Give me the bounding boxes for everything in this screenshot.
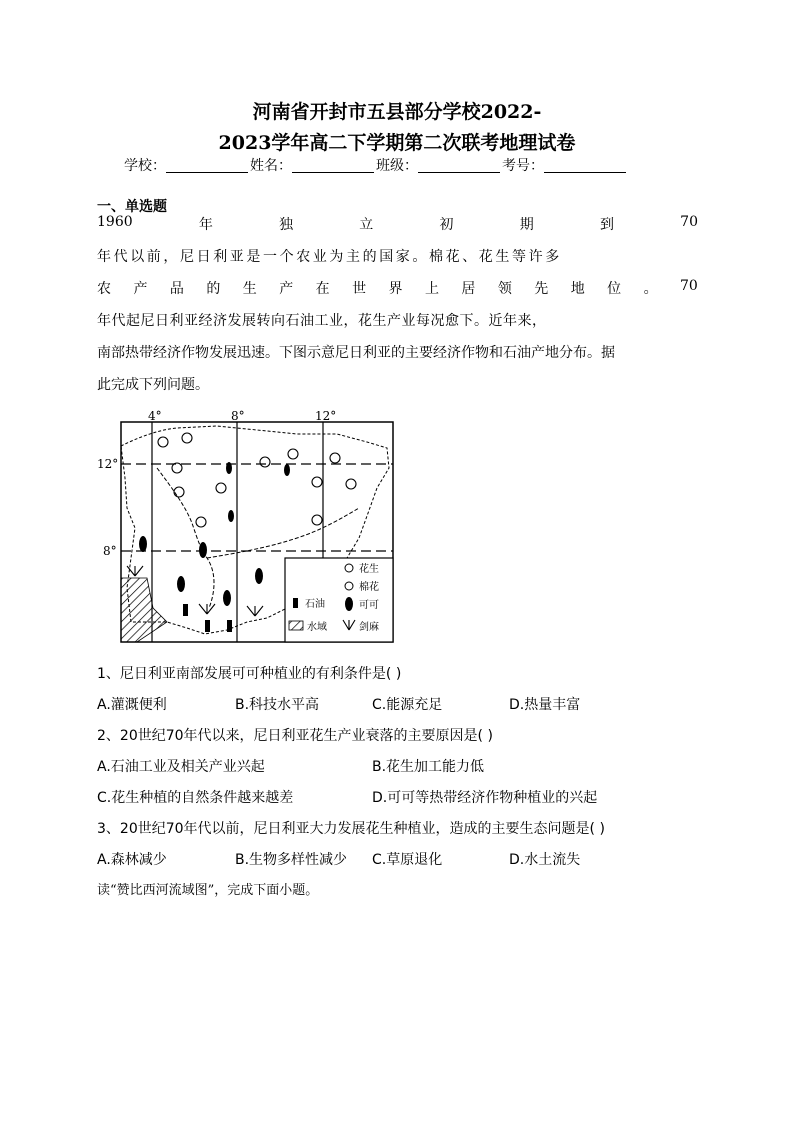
intro-token: 上 xyxy=(424,281,439,297)
intro-line-2: 年代以前，尼日利亚是一个农业为主的国家。棉花、花生等许多 xyxy=(97,249,562,265)
q3-option-b[interactable]: B.生物多样性减少 xyxy=(235,852,348,868)
q2-option-b[interactable]: B.花生加工能力低 xyxy=(372,759,485,775)
intro-token: 的 xyxy=(206,281,221,297)
svg-text:剑麻: 剑麻 xyxy=(359,622,379,633)
lat-label-12: 12° xyxy=(97,457,119,471)
intro-token: 70 xyxy=(680,278,698,294)
question-3-stem: 3、20世纪70年代以前，尼日利亚大力发展花生种植业，造成的主要生态问题是( ) xyxy=(97,821,605,837)
class-blank[interactable] xyxy=(418,158,500,173)
svg-text:石油: 石油 xyxy=(305,599,325,610)
intro-token: 产 xyxy=(133,281,148,297)
intro-line-1 xyxy=(97,214,698,236)
question-2-stem: 2、20世纪70年代以来，尼日利亚花生产业衰落的主要原因是( ) xyxy=(97,728,493,744)
q2-option-c[interactable]: C.花生种植的自然条件越来越差 xyxy=(97,790,294,806)
intro-token: 地 xyxy=(570,281,585,297)
q1-option-a[interactable]: A.灌溉便利 xyxy=(97,697,167,713)
intro-token: 先 xyxy=(534,281,549,297)
lon-label-12: 12° xyxy=(315,409,337,423)
svg-text:棉花: 棉花 xyxy=(359,582,379,593)
next-prompt: 读“赞比西河流域图”，完成下面小题。 xyxy=(97,883,319,898)
niger-river xyxy=(157,468,214,608)
intro-line-3 xyxy=(97,278,698,300)
intro-token: 生 xyxy=(242,281,257,297)
intro-token: 。 xyxy=(643,281,658,297)
q1-option-d[interactable]: D.热量丰富 xyxy=(509,697,581,713)
school-blank[interactable] xyxy=(166,158,248,173)
lat-label-8: 8° xyxy=(103,544,117,558)
intro-line-4: 年代起尼日利亚经济发展转向石油工业，花生产业每况愈下。近年来， xyxy=(97,313,547,329)
svg-text:花生: 花生 xyxy=(359,564,379,575)
cotton-symbols xyxy=(174,477,356,527)
student-info-row xyxy=(124,155,628,175)
class-label: 班级： xyxy=(376,158,418,174)
intro-token: 独 xyxy=(279,217,294,233)
section-title: 一、单选题 xyxy=(97,199,167,215)
name-blank[interactable] xyxy=(292,158,374,173)
intro-token: 期 xyxy=(519,217,534,233)
exam-title-line1: 河南省开封市五县部分学校2022- xyxy=(252,101,542,123)
intro-token: 位 xyxy=(607,281,622,297)
q3-option-d[interactable]: D.水土流失 xyxy=(509,852,581,868)
lon-label-8: 8° xyxy=(231,409,245,423)
exam-title-line2: 2023学年高二下学期第二次联考地理试卷 xyxy=(218,132,576,154)
question-1-stem: 1、尼日利亚南部发展可可种植业的有利条件是( ) xyxy=(97,666,402,682)
intro-token: 在 xyxy=(315,281,330,297)
intro-token: 1960 xyxy=(97,214,133,230)
q2-option-d[interactable]: D.可可等热带经济作物种植业的兴起 xyxy=(372,790,598,806)
q3-option-c[interactable]: C.草原退化 xyxy=(372,852,443,868)
intro-token: 世 xyxy=(352,281,367,297)
q1-option-b[interactable]: B.科技水平高 xyxy=(235,697,320,713)
legend-cocoa xyxy=(345,597,379,611)
school-label: 学校： xyxy=(124,158,166,174)
intro-line-6: 此完成下列问题。 xyxy=(97,377,209,393)
intro-token: 农 xyxy=(97,281,111,297)
intro-line-5: 南部热带经济作物发展迅速。下图示意尼日利亚的主要经济作物和石油产地分布。据 xyxy=(97,345,615,361)
lon-label-4: 4° xyxy=(148,409,162,423)
intro-token: 初 xyxy=(439,217,454,233)
intro-token: 品 xyxy=(169,281,184,297)
q2-option-a[interactable]: A.石油工业及相关产业兴起 xyxy=(97,759,265,775)
intro-token: 居 xyxy=(461,281,476,297)
svg-text:可可: 可可 xyxy=(359,600,379,611)
intro-token: 立 xyxy=(359,217,374,233)
q1-option-c[interactable]: C.能源充足 xyxy=(372,697,443,713)
nigeria-crop-map xyxy=(97,408,402,646)
exam-number-label: 考号： xyxy=(502,158,544,174)
intro-token: 界 xyxy=(388,281,403,297)
intro-token: 年 xyxy=(198,217,213,233)
svg-text:水域: 水域 xyxy=(307,622,327,633)
peanut-symbols xyxy=(158,433,340,473)
intro-token: 产 xyxy=(279,281,294,297)
intro-token: 到 xyxy=(599,217,614,233)
name-label: 姓名： xyxy=(250,158,292,174)
intro-token: 70 xyxy=(680,214,698,230)
water-area xyxy=(121,578,167,642)
q3-option-a[interactable]: A.森林减少 xyxy=(97,852,167,868)
exam-number-blank[interactable] xyxy=(544,158,626,173)
intro-token: 领 xyxy=(497,281,512,297)
